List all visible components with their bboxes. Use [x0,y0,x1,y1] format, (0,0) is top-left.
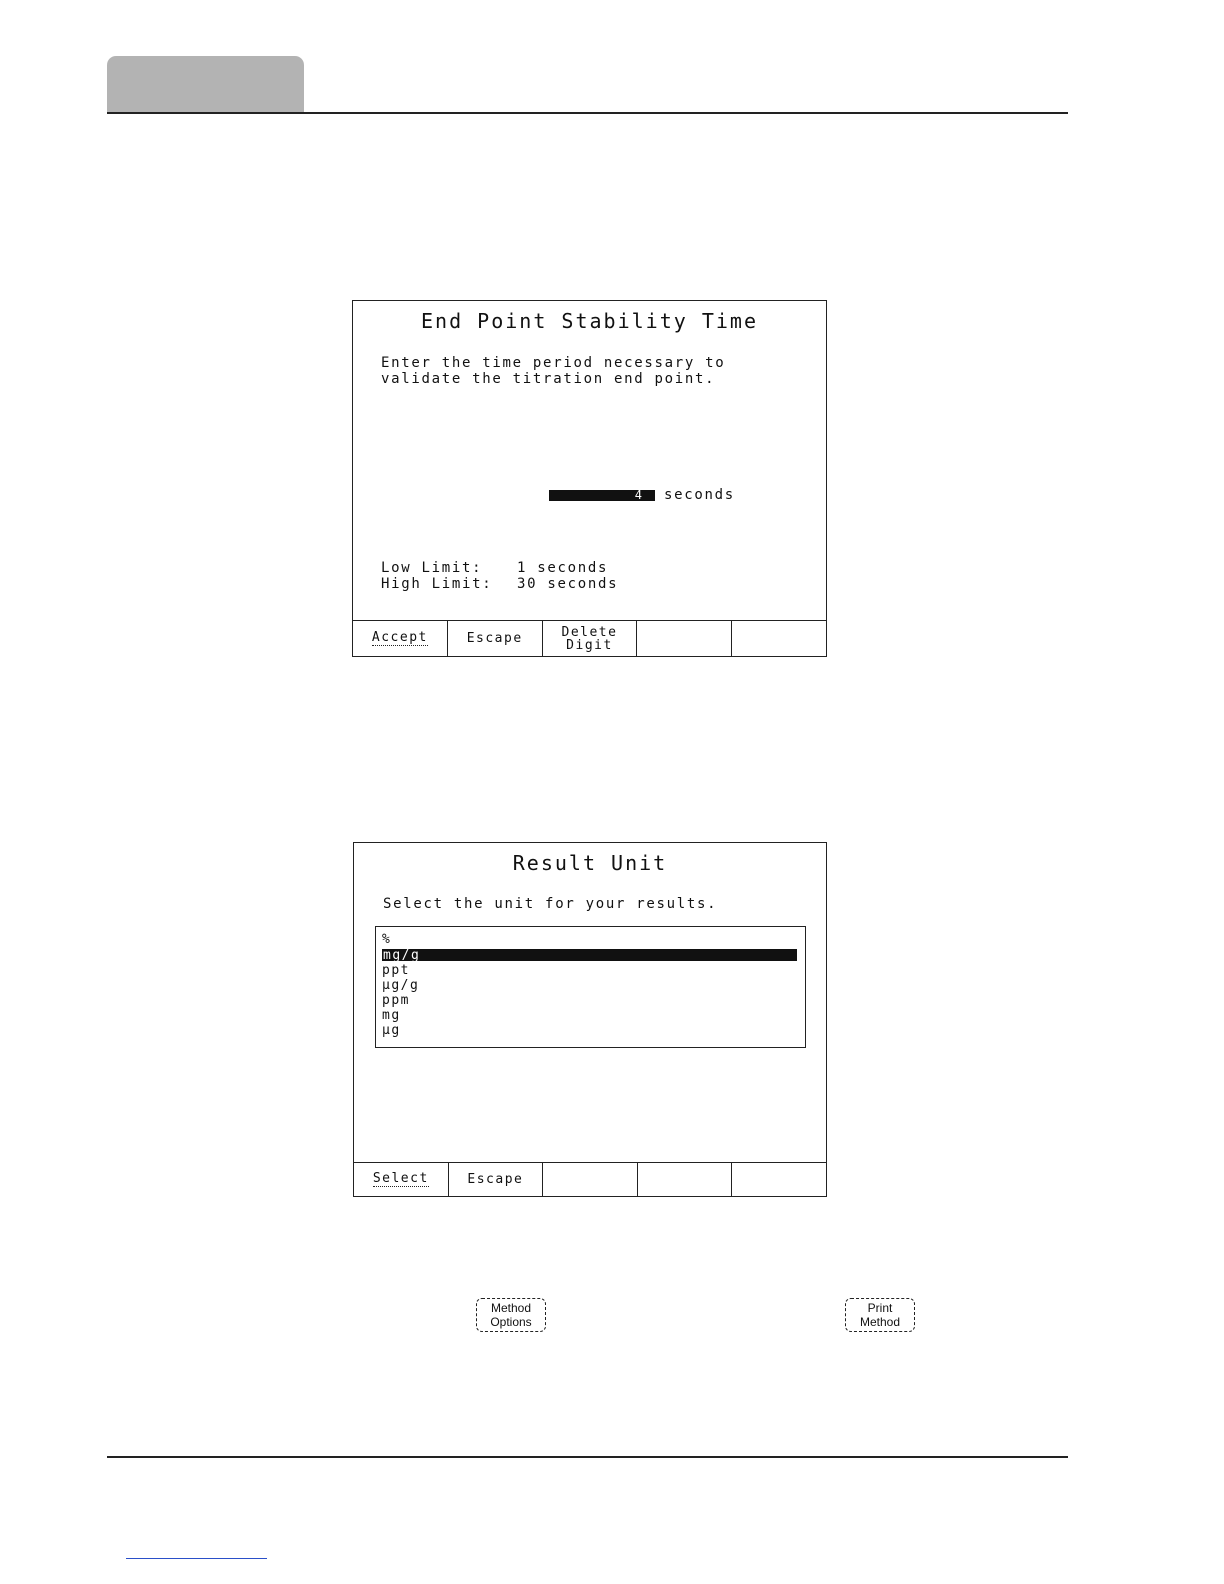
softkey-bar [353,620,826,656]
result-unit-screen [353,842,827,1197]
print-method-key[interactable] [845,1298,915,1332]
select-softkey[interactable] [354,1163,449,1196]
accept-softkey[interactable] [353,621,448,656]
delete-digit-label-line1: Delete [561,624,618,640]
unit-item-ug[interactable]: µg [382,1023,401,1038]
method-options-line1: Method [490,1301,532,1315]
escape-softkey[interactable] [448,621,543,656]
escape-label: Escape [467,1172,524,1187]
value-unit-label: seconds [664,487,735,503]
unit-item-mg-per-g[interactable]: mg/g [382,949,797,961]
print-method-line1: Print [867,1301,893,1315]
unit-item-ppt[interactable]: ppt [382,963,410,978]
escape-label: Escape [466,631,523,646]
header-rule [107,112,1068,114]
screen-title: Result Unit [512,851,668,875]
empty-softkey-4[interactable] [637,621,732,656]
method-options-key[interactable] [476,1298,546,1332]
empty-softkey-4[interactable] [638,1163,733,1196]
instruction-line-2: validate the titration end point. [381,371,716,387]
accept-label: Accept [371,630,428,645]
method-options-line2: Options [490,1315,532,1329]
unit-item-percent[interactable]: % [382,932,392,947]
low-limit-value: 1 seconds [517,560,609,576]
high-limit-value: 30 seconds [517,576,619,592]
print-method-line2: Method [859,1315,901,1329]
empty-softkey-5[interactable] [732,621,826,656]
high-limit-label: High Limit: [381,576,493,592]
footer-link-underline[interactable] [126,1558,267,1559]
delete-digit-label-line2: Digit [566,637,613,653]
instruction-line-1: Enter the time period necessary to [381,355,726,371]
select-label: Select [372,1171,429,1186]
softkey-bar [354,1162,826,1196]
end-point-stability-screen [352,300,827,657]
stability-time-input[interactable]: 4 [549,490,655,501]
screen-title: End Point Stability Time [421,309,758,333]
unit-item-mg[interactable]: mg [382,1008,401,1023]
delete-digit-softkey[interactable] [543,621,638,656]
unit-item-ug-per-g[interactable]: µg/g [382,978,420,993]
escape-softkey[interactable] [449,1163,544,1196]
empty-softkey-5[interactable] [732,1163,826,1196]
header-tab [107,56,304,113]
instruction-text: Select the unit for your results. [383,896,718,912]
footer-rule [107,1456,1068,1458]
low-limit-label: Low Limit: [381,560,483,576]
empty-softkey-3[interactable] [543,1163,638,1196]
unit-item-ppm[interactable]: ppm [382,993,410,1008]
unit-list[interactable] [375,926,806,1048]
